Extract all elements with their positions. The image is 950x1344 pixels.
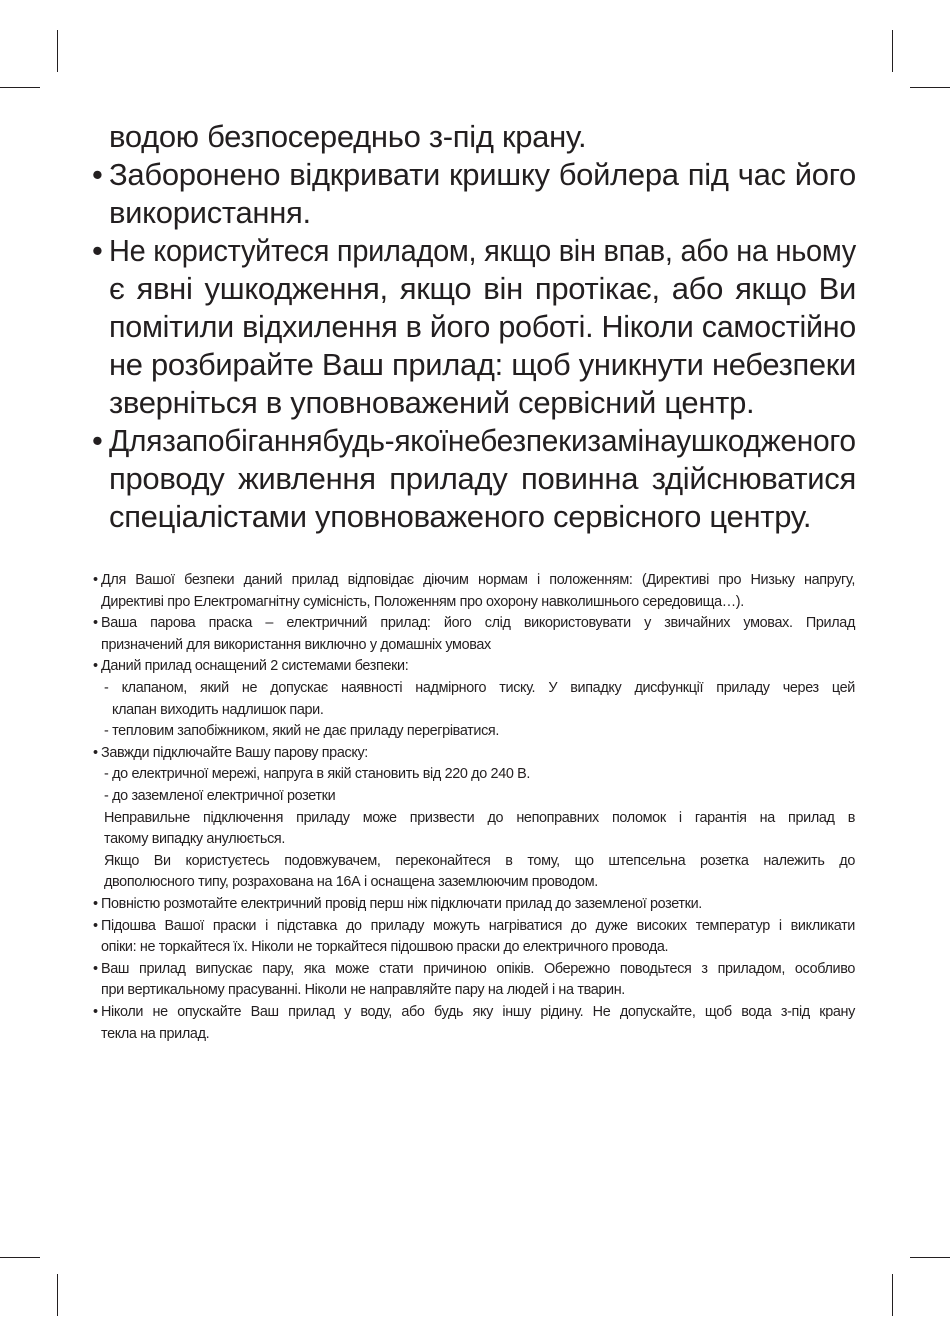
large-paragraph-text: використання. — [109, 195, 311, 230]
crop-mark-top-right-vertical — [892, 30, 893, 72]
small-paragraph-line — [93, 894, 855, 915]
large-paragraph-line — [92, 270, 856, 308]
small-paragraph-text: Ваш прилад випускає пару, яка може стати причиною опіків. Обережно поводьтеся з приладом, особливо — [101, 960, 855, 977]
large-paragraph-line — [92, 156, 856, 194]
small-paragraph-line — [93, 613, 855, 634]
bullet-mark: • — [93, 658, 98, 675]
small-paragraph-text: Повністю розмотайте електричний провід перш ніж підключати прилад до заземленої розетки. — [101, 896, 702, 912]
large-paragraph-text: Длязапобіганнябудь-якоїнебезпекизамінаушкодженого — [109, 423, 856, 458]
large-paragraph-text: є явні ушкодження, якщо він протікає, або якщо Ви — [109, 271, 856, 306]
bullet-mark: • — [93, 896, 98, 912]
large-paragraph-line — [92, 194, 856, 232]
small-paragraph-line — [93, 592, 855, 613]
small-paragraph-text: Директиві про Електромагнітну сумісність, Положенням про охорону навколишнього середовища…). — [101, 593, 744, 610]
large-paragraph-line — [92, 460, 856, 498]
small-paragraph-text: Для Вашої безпеки даний прилад відповідає діючим нормам і положенням: (Директиві про Низьку напругу, — [101, 572, 855, 588]
large-paragraph-text: проводу живлення приладу повинна здійснюватися — [109, 461, 856, 496]
small-paragraph-text: при вертикальному прасуванні. Ніколи не направляйте пару на людей і на тварин. — [101, 982, 625, 999]
small-paragraph-text: опіки: не торкайтеся їх. Ніколи не торкайтеся підошвою праски до електричного провода. — [101, 939, 669, 956]
small-paragraph-line — [93, 1002, 855, 1023]
bullet-mark: • — [93, 1004, 98, 1020]
small-paragraph-line — [93, 829, 855, 850]
small-paragraph-text: Підошва Вашої праски і підставка до приладу можуть нагріватися до дуже високих температур і викликати — [101, 917, 855, 934]
large-paragraph-line — [92, 118, 856, 156]
small-paragraph-text: Якщо Ви користуєтесь подовжувачем, переконайтеся в тому, що штепсельна розетка належить до — [104, 852, 855, 869]
small-paragraph-line — [93, 678, 855, 699]
small-paragraph-line — [93, 743, 855, 764]
small-paragraph-line — [93, 980, 855, 1001]
small-paragraph-line — [93, 786, 855, 807]
large-paragraph-text: Не користуйтеся приладом, якщо він впав, або на ньому — [109, 233, 856, 268]
small-paragraph-line — [93, 937, 855, 958]
crop-mark-top-left-horizontal — [0, 87, 40, 88]
small-paragraph-line — [93, 872, 855, 893]
crop-mark-bottom-left-horizontal — [0, 1257, 40, 1258]
bullet-mark: • — [93, 917, 98, 934]
small-paragraph-line — [93, 959, 855, 980]
large-paragraph-text: спеціалістами уповноваженого сервісного центру. — [109, 499, 812, 534]
small-paragraph-line — [93, 656, 855, 677]
small-paragraph-line — [93, 916, 855, 937]
bullet-mark: • — [92, 157, 103, 192]
small-paragraph-line — [93, 721, 855, 742]
large-paragraph-text: помітили відхилення в його роботі. Ніколи самостійно — [109, 309, 856, 344]
bullet-mark: • — [92, 233, 103, 268]
small-paragraph-line — [93, 851, 855, 872]
large-paragraph-line — [92, 346, 856, 384]
large-paragraph-line — [92, 498, 856, 536]
bullet-mark: • — [93, 615, 98, 632]
small-paragraph-text: Ваша парова праска – електричний прилад: його слід використовувати у звичайних умовах. Прилад — [101, 615, 855, 632]
bullet-mark: • — [93, 572, 98, 588]
small-paragraph-text: Завжди підключайте Вашу парову праску: — [101, 744, 368, 761]
small-paragraph-line — [93, 700, 855, 721]
large-paragraph-line — [92, 384, 856, 422]
small-paragraph-text: клапан виходить надлишок пари. — [112, 701, 324, 718]
large-paragraph-line — [92, 308, 856, 346]
small-paragraph-text: - до заземленої електричної розетки — [104, 788, 336, 804]
small-paragraph-text: такому випадку анулюється. — [104, 831, 286, 848]
bullet-mark: • — [93, 960, 98, 977]
large-paragraph-line — [92, 422, 856, 460]
small-paragraph-text: - клапаном, який не допускає наявності надмірного тиску. У випадку дисфункції приладу через цей — [104, 680, 855, 696]
small-paragraph-text: - до електричної мережі, напруга в якій становить від 220 до 240 В. — [104, 766, 531, 783]
small-paragraph-line — [93, 635, 855, 656]
bullet-mark: • — [93, 744, 98, 761]
large-paragraph-text: зверніться в уповноважений сервісний центр. — [109, 385, 755, 420]
large-paragraph-line — [92, 232, 856, 270]
large-paragraph-text: Заборонено відкривати кришку бойлера під час його — [109, 157, 856, 192]
large-paragraph-text: водою безпосередньо з-під крану. — [109, 119, 587, 154]
crop-mark-bottom-right-vertical — [892, 1274, 893, 1316]
crop-mark-bottom-right-horizontal — [910, 1257, 950, 1258]
small-paragraph-line — [93, 808, 855, 829]
small-paragraph-line — [93, 570, 855, 591]
small-paragraph-text: Ніколи не опускайте Ваш прилад у воду, або будь яку іншу рідину. Не допускайте, щоб вода з-під крану — [101, 1004, 855, 1020]
crop-mark-top-left-vertical — [57, 30, 58, 72]
small-paragraph-text: призначений для використання виключно у домашніх умовах — [101, 636, 491, 653]
small-paragraph-text: Даний прилад оснащений 2 системами безпеки: — [101, 658, 409, 675]
small-paragraph-text: Неправильне підключення приладу може призвести до непоправних поломок і гарантія на прилад в — [104, 809, 855, 826]
large-paragraph-text: не розбирайте Ваш прилад: щоб уникнути небезпеки — [109, 347, 856, 382]
bullet-mark: • — [92, 423, 103, 458]
small-paragraph-line — [93, 1024, 855, 1045]
small-paragraph-line — [93, 764, 855, 785]
crop-mark-top-right-horizontal — [910, 87, 950, 88]
small-paragraph-text: - тепловим запобіжником, який не дає приладу перегріватися. — [104, 723, 500, 740]
crop-mark-bottom-left-vertical — [57, 1274, 58, 1316]
small-paragraph-text: двополюсного типу, розрахована на 16А і оснащена заземлюючим проводом. — [104, 874, 598, 891]
small-paragraph-text: текла на прилад. — [101, 1025, 210, 1042]
